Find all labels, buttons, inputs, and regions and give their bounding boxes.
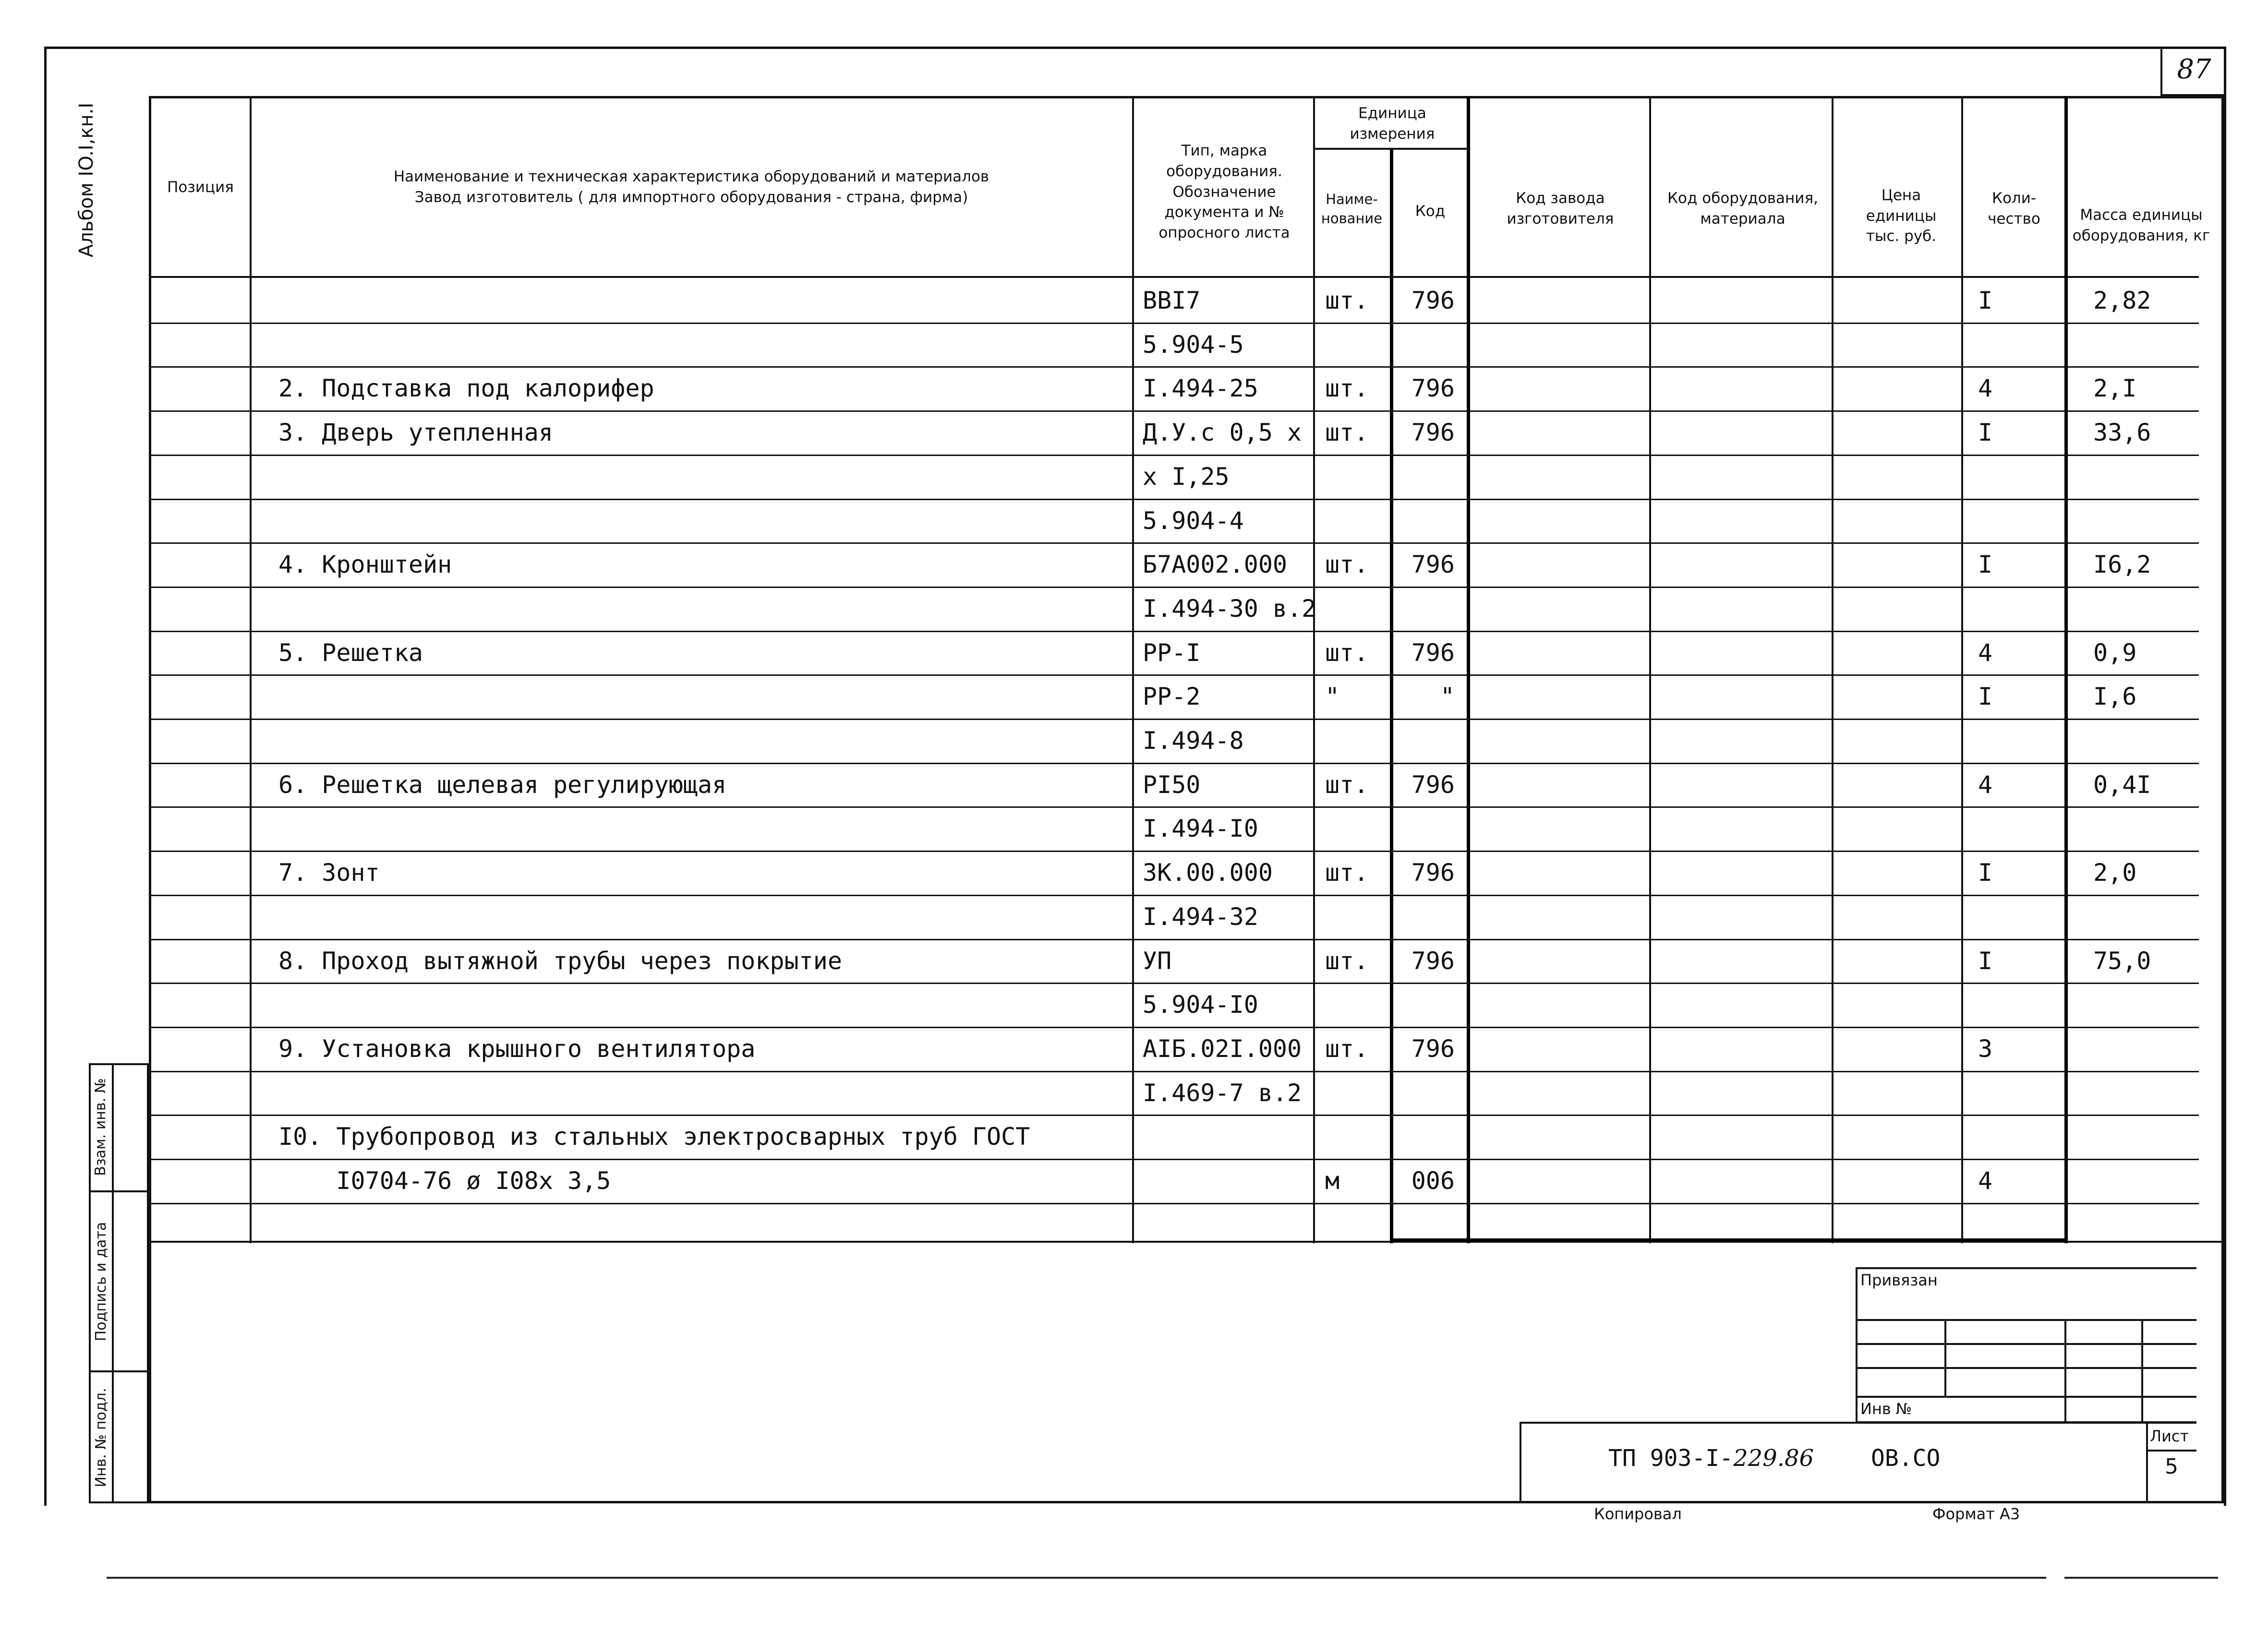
- cell-code: [1395, 455, 1464, 499]
- cell-qty: [1978, 455, 2016, 499]
- side-stamp-row-1: [89, 1190, 149, 1192]
- cell-type: I.494-I0: [1143, 815, 1258, 843]
- cell-type: Д.У.с 0,5 х: [1143, 419, 1302, 447]
- cell-mass: 2,0: [2093, 859, 2137, 887]
- list-box-line: [2146, 1450, 2196, 1452]
- cell-mass: I6,2: [2093, 551, 2151, 579]
- cell-mass: 33,6: [2093, 419, 2151, 447]
- cell-qty: [1978, 806, 2016, 851]
- side-stamp-inner-line: [112, 1063, 114, 1503]
- header-kod-zavoda: Код завода изготовителя: [1507, 190, 1614, 228]
- cell-mass: [2093, 323, 2204, 367]
- header-massa: Масса единицы оборудования, кг: [2072, 206, 2210, 244]
- privyazan-line-3: [1856, 1367, 2196, 1369]
- cell-unit: [1325, 719, 1387, 763]
- cell-qty: [1978, 895, 2016, 939]
- privyazan-vline-2: [2064, 1319, 2066, 1423]
- cell-name: [278, 719, 1128, 763]
- cell-mass: [2093, 983, 2204, 1027]
- cell-type: ЗК.00.000: [1143, 859, 1273, 887]
- cell-type: [1143, 1159, 1315, 1203]
- cell-unit: [1325, 1071, 1387, 1115]
- cell-code: [1395, 983, 1464, 1027]
- cell-name: 9. Установка крышного вентилятора: [278, 1034, 756, 1063]
- cell-unit: [1325, 1115, 1387, 1159]
- units-bottom-line: [1390, 1238, 2068, 1242]
- cell-unit: шт.: [1325, 770, 1369, 799]
- cell-qty: I: [1978, 683, 1993, 711]
- cell-code: [1395, 1115, 1464, 1159]
- cell-mass: [2093, 806, 2204, 851]
- inv-no-label: Инв №: [1860, 1400, 1912, 1418]
- cell-code: [1395, 895, 1464, 939]
- cell-unit: [1325, 499, 1387, 543]
- col-line-4: [1390, 149, 1393, 1243]
- cell-mass: [2093, 499, 2204, 543]
- cell-qty: 4: [1978, 1167, 1993, 1195]
- bottom-dash-line-right: [2064, 1577, 2218, 1579]
- header-naimenovanie-line2: Завод изготовитель ( для импортного оборудования - страна, фирма): [414, 189, 968, 206]
- cell-qty: 3: [1978, 1034, 1993, 1063]
- privyazan-line-4: [1856, 1396, 2196, 1398]
- cell-code: 796: [1411, 859, 1455, 887]
- cell-type: Б7А002.000: [1143, 551, 1288, 579]
- cell-unit: [1325, 587, 1387, 631]
- cell-qty: 4: [1978, 374, 1993, 403]
- cell-qty: [1978, 587, 2016, 631]
- header-tsena: Цена единицы тыс. руб.: [1866, 186, 1937, 245]
- cell-unit: [1325, 806, 1387, 851]
- cell-code: 006: [1411, 1167, 1455, 1195]
- cell-mass: [2093, 1159, 2204, 1203]
- cell-type: BBI7: [1143, 287, 1201, 314]
- header-pozitsiya: Позиция: [167, 178, 234, 196]
- cell-mass: 0,9: [2093, 638, 2137, 667]
- side-label-vzam-inv: Взам. инв. №: [92, 1078, 109, 1176]
- cell-mass: I,6: [2093, 683, 2137, 711]
- cell-unit: шт.: [1325, 374, 1369, 403]
- header-bottom-line: [149, 276, 2199, 278]
- cell-name: [278, 455, 1128, 499]
- cell-mass: [2093, 1115, 2204, 1159]
- cell-mass: 75,0: [2093, 947, 2151, 975]
- cell-unit: шт.: [1325, 1034, 1369, 1063]
- cell-code: [1395, 806, 1464, 851]
- cell-type: РР-I: [1143, 638, 1201, 667]
- cell-code: [1395, 587, 1464, 631]
- header-kod-oborud: Код оборудования, материала: [1667, 190, 1818, 228]
- cell-qty: [1978, 499, 2016, 543]
- cell-qty: [1978, 323, 2016, 367]
- cell-name: [278, 499, 1128, 543]
- cell-qty: I: [1978, 287, 1993, 314]
- cell-code: [1395, 1071, 1464, 1115]
- sheet-left-border: [44, 47, 47, 1506]
- cell-mass: [2093, 455, 2204, 499]
- side-label-podpis-data: Подпись и дата: [93, 1222, 109, 1342]
- format-label: Формат А3: [1932, 1505, 2020, 1523]
- cell-mass: [2093, 587, 2204, 631]
- doc-code-suffix: 229.86: [1733, 1445, 1814, 1472]
- privyazan-line-2: [1856, 1343, 2196, 1345]
- cell-qty: I: [1978, 551, 1993, 579]
- cell-type: I.494-32: [1143, 902, 1258, 931]
- cell-unit: [1325, 983, 1387, 1027]
- cell-code: [1395, 323, 1464, 367]
- header-ed-kod: Код: [1415, 202, 1446, 220]
- cell-unit: шт.: [1325, 638, 1369, 667]
- cell-code: 796: [1411, 374, 1455, 403]
- sheet-top-border: [44, 47, 2226, 49]
- cell-mass: [2093, 1027, 2204, 1071]
- cell-type: 5.904-I0: [1143, 991, 1258, 1019]
- cell-unit: шт.: [1325, 947, 1369, 975]
- cell-name: 5. Решетка: [278, 638, 423, 667]
- cell-code: [1395, 499, 1464, 543]
- cell-name: [278, 1071, 1128, 1115]
- cell-code: [1395, 719, 1464, 763]
- privyazan-label: Привязан: [1860, 1271, 1938, 1289]
- cell-name: [278, 278, 1128, 323]
- album-label: Альбом IO.I,кн.I: [75, 102, 97, 258]
- cell-type: I.494-25: [1143, 374, 1258, 403]
- privyazan-line-1: [1856, 1319, 2196, 1321]
- cell-code: 796: [1411, 1034, 1455, 1063]
- kopiroval-label: Копировал: [1594, 1505, 1682, 1523]
- header-tip-marka: Тип, марка оборудования. Обозначение документа и № опросного листа: [1158, 142, 1290, 242]
- cell-unit: шт.: [1325, 419, 1369, 447]
- row-divider: [149, 1203, 2199, 1204]
- cell-type: РI50: [1143, 770, 1201, 799]
- sheet-number: 87: [2177, 54, 2211, 85]
- side-label-inv-podl: Инв. № подл.: [93, 1388, 109, 1488]
- cell-type: 5.904-4: [1143, 506, 1244, 535]
- header-edinitsa: Единица измерения: [1350, 104, 1435, 143]
- cell-qty: 4: [1978, 770, 1993, 799]
- cell-name: 6. Решетка щелевая регулирующая: [278, 770, 727, 799]
- list-label: Лист: [2150, 1427, 2189, 1445]
- cell-mass: 2,I: [2093, 374, 2137, 403]
- cell-code: 796: [1411, 287, 1455, 314]
- cell-unit: [1325, 323, 1387, 367]
- cell-type: АIБ.02I.000: [1143, 1034, 1302, 1063]
- cell-code: 796: [1411, 638, 1455, 667]
- cell-mass: 0,4I: [2093, 770, 2151, 799]
- cell-qty: [1978, 719, 2016, 763]
- cell-mass: 2,82: [2093, 287, 2151, 314]
- cell-type: РР-2: [1143, 683, 1201, 711]
- cell-name: I0704-76 ø I08х 3,5: [278, 1167, 611, 1195]
- cell-qty: I: [1978, 947, 1993, 975]
- list-number: 5: [2165, 1454, 2178, 1479]
- cell-name: [278, 806, 1128, 851]
- cell-unit: ": [1325, 683, 1340, 711]
- cell-type: I.494-8: [1143, 727, 1244, 755]
- cell-qty: 4: [1978, 638, 1993, 667]
- cell-unit: шт.: [1325, 859, 1369, 887]
- cell-code: 796: [1411, 419, 1455, 447]
- cell-unit: шт.: [1325, 551, 1369, 579]
- doc-code: [1608, 1445, 1940, 1472]
- cell-mass: [2093, 1071, 2204, 1115]
- cell-qty: [1978, 983, 2016, 1027]
- cell-qty: [1978, 1071, 2016, 1115]
- cell-unit: [1325, 455, 1387, 499]
- cell-unit: шт.: [1325, 287, 1369, 314]
- cell-name: 7. Зонт: [278, 859, 380, 887]
- doc-section: ОВ.СО: [1870, 1445, 1941, 1472]
- cell-name: [278, 587, 1128, 631]
- cell-code: 796: [1411, 551, 1455, 579]
- cell-type: 5.904-5: [1143, 330, 1244, 359]
- cell-mass: [2093, 895, 2204, 939]
- cell-code: 796: [1411, 947, 1455, 975]
- cell-type: [1143, 1115, 1315, 1159]
- cell-type: х I,25: [1143, 462, 1230, 491]
- cell-qty: [1978, 1115, 2016, 1159]
- header-kolichestvo: Коли- чество: [1988, 190, 2040, 228]
- cell-type: УП: [1143, 947, 1172, 975]
- cell-qty: I: [1978, 859, 1993, 887]
- header-naimenovanie-line1: Наименование и техническая характеристика оборудований и материалов: [393, 168, 989, 186]
- cell-name: 4. Кронштейн: [278, 551, 452, 579]
- header-ed-naim: Наиме- нование: [1321, 191, 1383, 227]
- cell-name: [278, 323, 1128, 367]
- sheet-right-border: [2224, 47, 2226, 1506]
- privyazan-vline-1: [1944, 1319, 1946, 1396]
- cell-name: 8. Проход вытяжной трубы через покрытие: [278, 947, 842, 975]
- cell-name: [278, 895, 1128, 939]
- cell-mass: [2093, 719, 2204, 763]
- header-naimenovanie: [252, 101, 1131, 274]
- cell-type: I.494-30 в.2: [1143, 594, 1316, 623]
- bottom-dash-line: [107, 1577, 2046, 1579]
- cell-name: 3. Дверь утепленная: [278, 419, 553, 447]
- cell-name: [278, 674, 1128, 719]
- privyazan-vline-3: [2141, 1319, 2143, 1423]
- cell-unit: м: [1325, 1167, 1340, 1195]
- cell-unit: [1325, 895, 1387, 939]
- cell-name: I0. Трубопровод из стальных электросварных труб ГОСТ: [278, 1123, 1030, 1151]
- cell-qty: I: [1978, 419, 1993, 447]
- cell-code: 796: [1411, 770, 1455, 799]
- doc-code-prefix: ТП 903-I-: [1608, 1445, 1734, 1472]
- cell-name: 2. Подставка под калорифер: [278, 374, 654, 403]
- cell-type: I.469-7 в.2: [1143, 1079, 1302, 1107]
- cell-code: ": [1440, 683, 1455, 711]
- cell-name: [278, 983, 1128, 1027]
